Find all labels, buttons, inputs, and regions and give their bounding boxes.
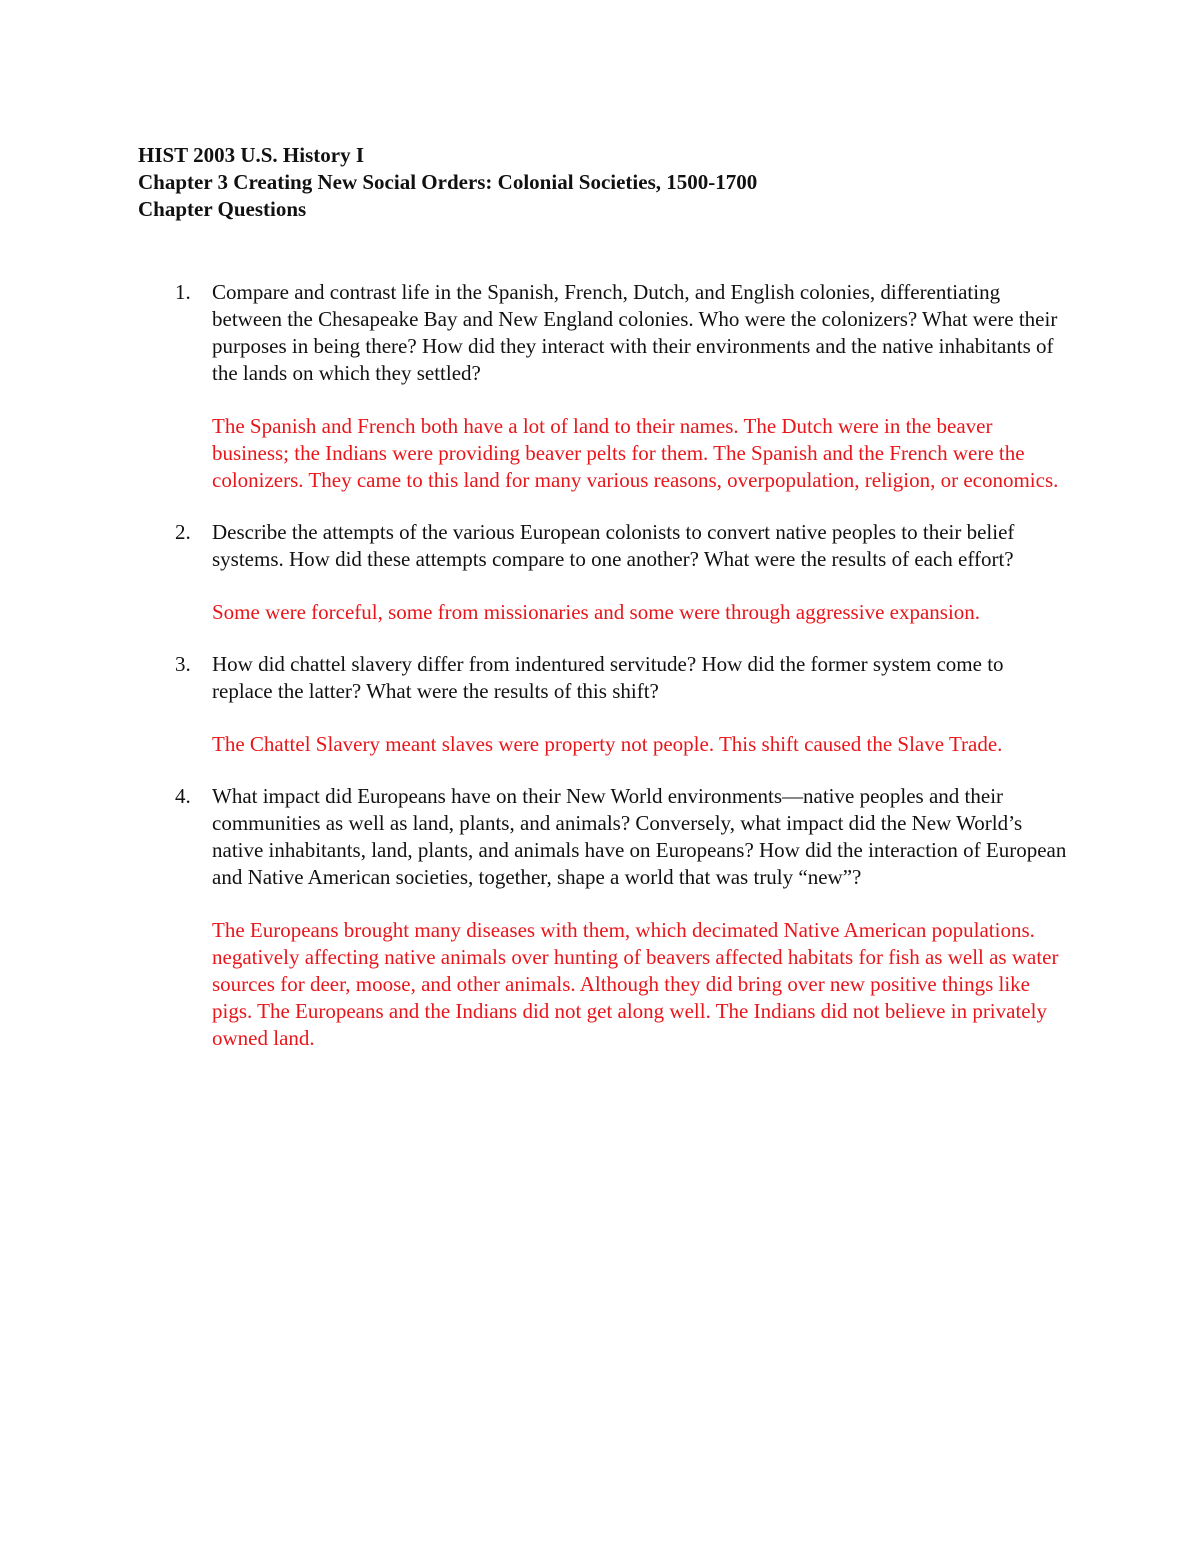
question-item-4 <box>138 783 1068 1052</box>
chapter-title: Chapter 3 Creating New Social Orders: Colonial Societies, 1500-1700 <box>138 170 758 194</box>
question-item-3 <box>138 651 1068 758</box>
question-number: 2. <box>175 520 191 544</box>
answer-text: The Spanish and French both have a lot of land to their names. The Dutch were in the beaver business; the Indians were providing beaver pelts for them. The Spanish and the French were the colonizers. They came to this land for many various reasons, overpopulation, religion, or economics. <box>212 414 1059 492</box>
question-number: 1. <box>175 280 191 304</box>
question-text: What impact did Europeans have on their New World environments—native peoples and their communities as well as land, plants, and animals? Conversely, what impact did the New World’s native inhabitants, land, plants, and animals have on Europeans? How did the interaction of European and Native American societies, together, shape a world that was truly “new”? <box>212 784 1067 889</box>
document-header <box>138 142 1098 223</box>
answer-text: The Europeans brought many diseases with them, which decimated Native American populations. negatively affecting native animals over hunting of beavers affected habitats for fish as well as water sources for deer, moose, and other animals. Although they did bring over new positive things like pigs. The Europeans and the Indians did not get along well. The Indians did not believe in privately owned land. <box>212 918 1059 1050</box>
section-title: Chapter Questions <box>138 197 307 221</box>
question-text: Describe the attempts of the various European colonists to convert native peoples to their belief systems. How did these attempts compare to one another? What were the results of each effort? <box>212 520 1015 571</box>
course-title: HIST 2003 U.S. History I <box>138 143 364 167</box>
question-list <box>138 279 1068 1077</box>
question-text: Compare and contrast life in the Spanish, French, Dutch, and English colonies, differentiating between the Chesapeake Bay and New England colonies. Who were the colonizers? What were their purposes in being there? How did they interact with their environments and the native inhabitants of the lands on which they settled? <box>212 280 1058 385</box>
question-item-1 <box>138 279 1068 494</box>
answer-text: The Chattel Slavery meant slaves were property not people. This shift caused the Slave Trade. <box>212 732 1003 756</box>
question-number: 4. <box>175 784 191 808</box>
question-text: How did chattel slavery differ from indentured servitude? How did the former system come to replace the latter? What were the results of this shift? <box>212 652 1004 703</box>
question-item-2 <box>138 519 1068 626</box>
question-number: 3. <box>175 652 191 676</box>
answer-text: Some were forceful, some from missionaries and some were through aggressive expansion. <box>212 600 981 624</box>
